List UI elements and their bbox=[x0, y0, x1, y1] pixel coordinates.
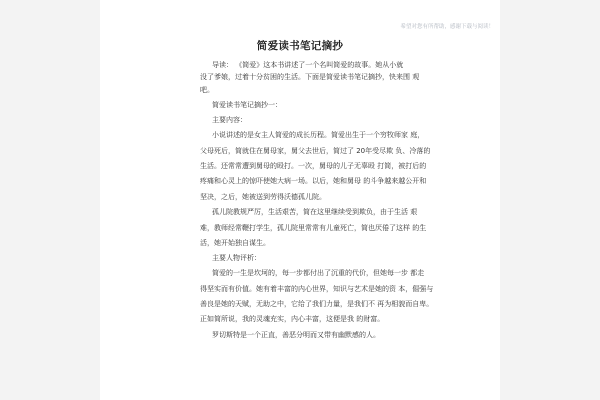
text-line: 疼痛和心灵上的惊吓使她大病一场。以后，她和舅母 的斗争越来越公开和 bbox=[200, 177, 427, 185]
text-line: 吧。 bbox=[200, 86, 214, 94]
text-line: 孤儿院教规严厉，生活艰苦，简在这里继续受到欺负，由于生活 艰 bbox=[212, 208, 418, 216]
text-line: 得坚实而有价值。她有着丰富的内心世界，知识与艺术是她的资 本，倔强与 bbox=[200, 285, 434, 293]
text-line: 没了爹娘，过着十分贫困的生活。下面是简爱读书笔记摘抄，快来围 观 bbox=[200, 73, 420, 81]
text-line: 难，教师经常鞭打学生，孤儿院里常常有儿童死亡，简也厌倦了这样 的生 bbox=[200, 224, 427, 232]
document-body bbox=[100, 0, 500, 400]
text-line: 父母死后，简就住在舅母家，舅父去世后，简过了 20年受尽欺 负、冷落的 bbox=[200, 147, 431, 155]
document-title: 简爱读书笔记摘抄 bbox=[256, 40, 344, 52]
text-line: 善良是她的天赋，无助之中，它给了我们力量，是我们不 再为相貌而自卑。 bbox=[200, 300, 434, 308]
text-line: 简爱的一生是坎坷的，每一步都付出了沉重的代价，但她每一步 都走 bbox=[212, 269, 425, 277]
text-line: 罗切斯特是一个正直，善恶分明而又带有幽默感的人。 bbox=[212, 331, 380, 339]
text-line: 小说讲述的是女主人简爱的成长历程。简爱出生于一个穷牧师家 庭， bbox=[212, 131, 425, 139]
document-page bbox=[100, 0, 500, 400]
text-line: 简爱读书笔记摘抄一： bbox=[212, 101, 282, 109]
text-line: 导读： 《简爱》这本书讲述了一个名叫简爱的故事。她从小就 bbox=[212, 61, 404, 69]
text-line: 主要人物评析： bbox=[212, 254, 261, 262]
text-line: 生活。还常常遭到舅母的殴打。一次，舅母的儿子无辜殴 打简，被打后的 bbox=[200, 162, 427, 170]
text-line: 活，她开始独自谋生。 bbox=[200, 239, 270, 247]
text-line: 坚决，之后，她被送到劳得沃德孤儿院。 bbox=[200, 193, 326, 201]
text-line: 正如简所说，我的灵魂充实，内心丰富，这便是我 的财富。 bbox=[200, 315, 385, 323]
text-line: 主要内容： bbox=[212, 116, 247, 124]
watermark-text: 希望对您有所帮助，感谢下载与阅读！ bbox=[400, 24, 494, 30]
